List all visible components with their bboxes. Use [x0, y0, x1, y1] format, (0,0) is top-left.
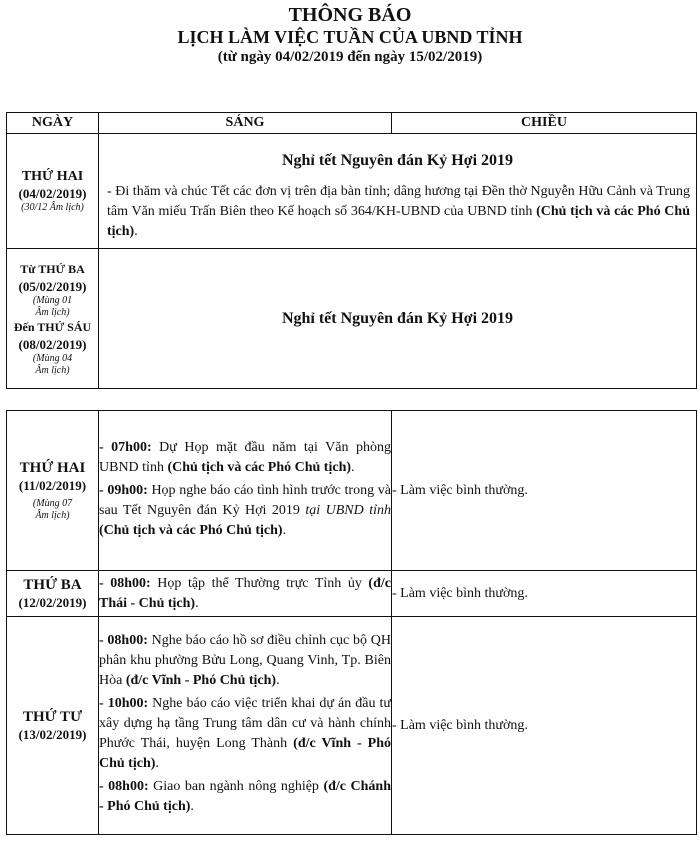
lunar-date: (30/12 Âm lịch) — [21, 202, 84, 213]
punctuation: . — [190, 799, 194, 814]
afternoon-cell: - Làm việc bình thường. — [392, 571, 697, 617]
document-header — [0, 4, 700, 66]
schedule-table-week-1 — [6, 112, 697, 389]
punctuation: . — [276, 673, 280, 688]
afternoon-cell: - Làm việc bình thường. — [392, 411, 697, 571]
day-date: (11/02/2019) — [18, 477, 87, 493]
holiday-cell — [99, 134, 697, 249]
entry-time: - 07h00: — [99, 439, 152, 455]
entry-time: - 08h00: — [99, 633, 148, 648]
entry-time: - 08h00: — [99, 779, 149, 794]
column-header-afternoon: CHIỀU — [392, 113, 697, 134]
morning-cell — [99, 411, 392, 571]
entry-time: - 08h00: — [99, 575, 151, 591]
schedule-entry — [99, 481, 391, 541]
range-to-lunar-1: (Mùng 04 — [32, 352, 73, 364]
entry-text: Họp tập thể Thường trực Tỉnh ủy — [150, 575, 369, 591]
day-range-cell — [7, 249, 99, 389]
schedule-entry — [99, 574, 391, 614]
entry-participants: (đ/c Vĩnh - Phó Chủ tịch) — [99, 736, 392, 771]
holiday-title: Nghỉ tết Nguyên đán Kỷ Hợi 2019 — [281, 152, 514, 169]
schedule-entry — [99, 631, 391, 691]
punctuation: . — [351, 459, 355, 475]
table-row — [7, 617, 697, 835]
lunar-date-2: Âm lịch) — [35, 509, 70, 521]
table-row — [7, 134, 697, 249]
entry-location: tại UBND tỉnh — [305, 502, 391, 518]
day-cell — [7, 571, 99, 617]
range-to-date: (08/02/2019) — [18, 336, 87, 352]
day-cell — [7, 617, 99, 835]
table-row — [7, 571, 697, 617]
range-from-lunar-1: (Mùng 01 — [32, 294, 73, 306]
day-date: (12/02/2019) — [18, 594, 87, 610]
document-subtitle: LỊCH LÀM VIỆC TUẦN CỦA UBND TỈNH — [177, 27, 523, 47]
column-header-morning: SÁNG — [99, 113, 392, 134]
entry-participants: (đ/c Vĩnh - Phó Chủ tịch) — [125, 673, 277, 688]
lunar-date-1: (Mùng 07 — [32, 497, 73, 509]
day-name: THỨ BA — [23, 576, 82, 593]
morning-cell — [99, 571, 392, 617]
day-name: THỨ TƯ — [22, 708, 83, 725]
entry-participants: (Chủ tịch và các Phó Chủ tịch) — [167, 459, 352, 475]
holiday-description — [99, 170, 696, 248]
entry-time: - 09h00: — [99, 482, 148, 498]
day-name: THỨ HAI — [21, 169, 84, 184]
entry-text: Giao ban ngành nông nghiệp — [148, 779, 324, 794]
table-row — [7, 249, 697, 389]
entry-participants: (đ/c Chánh - Phó Chủ tịch) — [99, 779, 391, 814]
day-name: THỨ HAI — [19, 459, 86, 476]
entry-text: Nghe báo cáo hồ sơ điều chỉnh cục bộ QH phân khu phường Bửu Long, Quang Vinh, Tp. Biên Hòa — [99, 633, 391, 688]
range-from-lunar-2: Âm lịch) — [35, 306, 70, 318]
punctuation: . — [195, 595, 199, 611]
date-range: (từ ngày 04/02/2019 đến ngày 15/02/2019) — [217, 49, 483, 65]
table-row — [7, 411, 697, 571]
range-to-lunar-2: Âm lịch) — [35, 364, 70, 376]
schedule-entry — [99, 777, 391, 817]
punctuation: . — [282, 522, 287, 538]
afternoon-cell: - Làm việc bình thường. — [392, 617, 697, 835]
punctuation: . — [155, 756, 159, 771]
day-cell — [7, 134, 99, 249]
range-from-date: (05/02/2019) — [18, 278, 87, 294]
entry-text: Nghe báo cáo việc triển khai dự án đầu tư xây dựng hạ tầng Trung tâm dân cư và hành chính Phước Thái, huyện Long Thành — [99, 696, 391, 751]
day-date: (04/02/2019) — [18, 186, 87, 201]
day-date: (13/02/2019) — [18, 726, 87, 742]
description-text: - Đi thăm và chúc Tết các đơn vị trên địa bàn tỉnh; dâng hương tại Đền thờ Nguyễn Hữu Cảnh và Trung tâm Văn miếu Trấn Biên theo Kế hoạch số 364/KH-UBND của UBND tỉnh — [107, 184, 690, 219]
schedule-entry — [99, 438, 391, 478]
entry-participants: (Chủ tịch và các Phó Chủ tịch) — [99, 522, 283, 538]
entry-text: Dự Họp mặt đầu năm tại Văn phòng UBND tỉnh — [99, 439, 391, 475]
entry-participants: (đ/c Thái - Chủ tịch) — [99, 575, 391, 611]
range-from: Từ THỨ BA — [20, 261, 85, 276]
punctuation: . — [134, 224, 138, 239]
day-cell — [7, 411, 99, 571]
entry-text: Họp nghe báo cáo tình hình trước trong và sau Tết Nguyên đán Kỷ Hợi 2019 — [99, 482, 391, 518]
column-header-day: NGÀY — [7, 113, 99, 134]
morning-cell — [99, 617, 392, 835]
document-title: THÔNG BÁO — [288, 4, 412, 26]
schedule-entry — [99, 694, 391, 774]
table-header-row — [7, 113, 697, 134]
participants: (Chủ tịch và các Phó Chủ tịch) — [107, 204, 690, 239]
schedule-table-week-2 — [6, 410, 697, 835]
entry-time: - 10h00: — [99, 696, 149, 711]
range-to: Đến THỨ SÁU — [13, 319, 92, 334]
holiday-cell: Nghỉ tết Nguyên đán Kỷ Hợi 2019 — [99, 249, 697, 389]
